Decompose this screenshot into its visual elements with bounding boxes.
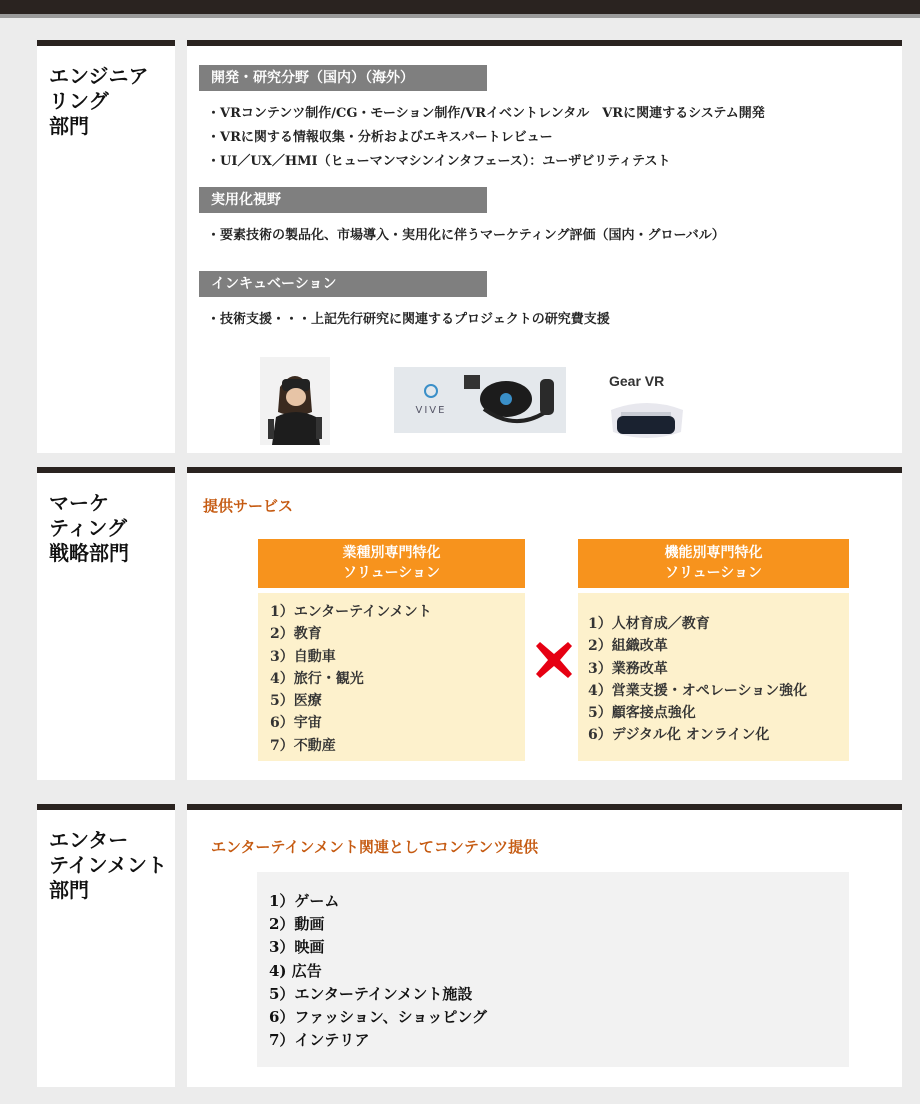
list-item: ・VRコンテンツ制作/CG・モーション制作/VRイベントレンタル VRに関連するシステム開発 xyxy=(207,106,765,121)
list-item: ・要素技術の製品化、市場導入・実用化に伴うマーケティング評価（国内・グローバル） xyxy=(207,228,725,243)
marketing-label-panel xyxy=(37,467,175,780)
entertainment-list-box xyxy=(257,872,849,1067)
vive-headset-image xyxy=(394,367,566,433)
list-item: 3）業務改革 xyxy=(588,660,668,677)
entertainment-label: エンター テインメント 部門 xyxy=(49,828,167,902)
industry-solution-list xyxy=(258,593,525,761)
list-item: 4）旅行・観光 xyxy=(270,670,364,687)
section-heading: 開発・研究分野（国内）（海外） xyxy=(199,65,487,91)
vr-user-photo xyxy=(260,357,330,445)
list-item: 3）自動車 xyxy=(270,648,336,665)
list-item: 5）顧客接点強化 xyxy=(588,705,696,722)
vive-logo: VIVE xyxy=(415,405,447,416)
function-solution-header xyxy=(578,539,849,588)
entertainment-title: エンターテインメント関連としてコンテンツ提供 xyxy=(211,838,539,856)
list-item: 7）不動産 xyxy=(270,737,336,754)
list-item: 2）教育 xyxy=(270,626,322,643)
function-header-line: ソリューション xyxy=(664,565,763,581)
top-bar xyxy=(0,0,920,14)
gear-vr-image xyxy=(607,396,687,444)
top-bar-stripe xyxy=(0,14,920,18)
list-item: ・UI／UX／HMI（ヒューマンマシンインタフェース）：ユーザビリティテスト xyxy=(207,154,671,169)
list-item: 7）インテリア xyxy=(269,1031,370,1050)
list-item: 6）デジタル化 オンライン化 xyxy=(588,727,770,744)
list-item: 6）ファッション、ショッピング xyxy=(269,1008,488,1027)
section-heading: 実用化視野 xyxy=(199,187,487,213)
engineering-label-panel xyxy=(37,40,175,453)
list-item: 2）動画 xyxy=(269,915,325,934)
engineering-content-panel xyxy=(187,40,902,453)
section-heading: インキュベーション xyxy=(199,271,487,297)
marketing-label: マーケ ティング 戦略部門 xyxy=(49,491,129,565)
engineering-label: エンジニア リング 部門 xyxy=(49,64,149,138)
list-item: 5）エンターテインメント施設 xyxy=(269,984,473,1003)
function-header-line: 機能別専門特化 xyxy=(664,545,763,561)
services-title: 提供サービス xyxy=(203,497,294,515)
marketing-content-panel xyxy=(187,467,902,780)
gear-vr-label: Gear VR xyxy=(609,373,665,389)
entertainment-content-panel xyxy=(187,804,902,1087)
industry-header-line: ソリューション xyxy=(342,565,441,581)
industry-header-line: 業種別専門特化 xyxy=(342,545,441,561)
list-item: 6）宇宙 xyxy=(270,715,322,732)
list-item: ・VRに関する情報収集・分析およびエキスパートレビュー xyxy=(207,130,553,145)
entertainment-label-panel xyxy=(37,804,175,1087)
list-item: 5）医療 xyxy=(270,693,322,710)
list-item: 1）人材育成／教育 xyxy=(588,616,710,632)
list-item: 1）エンターテインメント xyxy=(270,604,432,620)
industry-solution-header xyxy=(258,539,525,588)
list-item: 3）映画 xyxy=(269,938,325,957)
list-item: 4) 広告 xyxy=(269,961,322,980)
cross-icon xyxy=(534,640,574,680)
list-item: 4）営業支援・オペレーション強化 xyxy=(588,682,808,699)
list-item: 1）ゲーム xyxy=(269,892,340,910)
list-item: ・技術支援・・・上記先行研究に関連するプロジェクトの研究費支援 xyxy=(207,312,610,327)
list-item: 2）組織改革 xyxy=(588,638,668,655)
function-solution-list xyxy=(578,593,849,761)
